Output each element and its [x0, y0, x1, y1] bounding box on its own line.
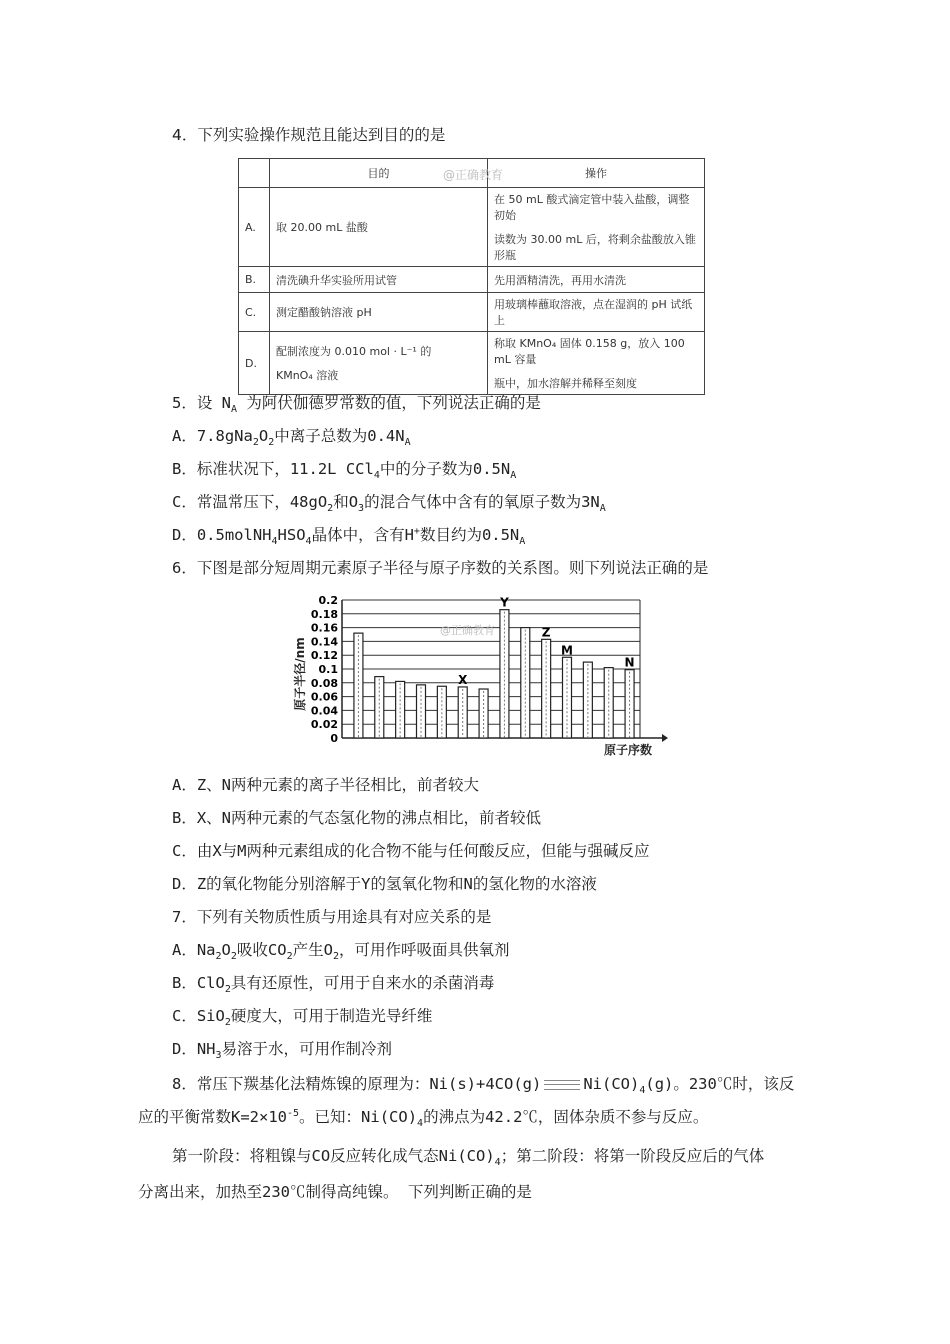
q4-table — [238, 158, 705, 395]
bar-label: N — [624, 655, 635, 670]
q7-option-d: D．$NH_3$易溶于水，可用作制冷剂 — [172, 1040, 393, 1062]
y-tick-label: 0.1 — [318, 663, 338, 676]
y-tick-label: 0.04 — [310, 704, 338, 718]
q5-option-a: A．$7.8gNa_2O_2$中离子总数为$0.4N_A$ — [172, 427, 411, 449]
q6-stem: 6．下图是部分短周期元素原子半径与原子序数的关系图。则下列说法正确的是 — [172, 559, 709, 577]
y-tick-label: 0.06 — [310, 690, 338, 704]
q6-option-a: A．Z、N两种元素的离子半径相比，前者较大 — [172, 776, 479, 794]
table-row: A. 取 20.00 mL 盐酸 在 50 mL 酸式滴定管中装入盐酸，调整初始 读数为 30.00 mL 后，将剩余盐酸放入锥形瓶 — [239, 188, 705, 267]
q4-stem: 4．下列实验操作规范且能达到目的的是 — [172, 126, 446, 144]
bar — [396, 681, 405, 738]
y-tick-label: 0.12 — [310, 649, 338, 663]
x-axis-arrow-icon — [662, 734, 668, 742]
q6-option-b: B．X、N两种元素的气态氢化物的沸点相比，前者较低 — [172, 809, 541, 827]
x-axis-label: 原子序数 — [603, 743, 653, 757]
table-row: B. 清洗碘升华实验所用试管 先用酒精清洗，再用水清洗 — [239, 267, 705, 293]
bar-label: Y — [500, 595, 509, 610]
table-header-purpose: 目的 — [270, 159, 488, 188]
atomic-radius-chart — [290, 592, 670, 762]
q5-option-c: C．常温常压下，$48gO_2$和$O_3$的混合气体中含有的氧原子数为$3N_A$ — [172, 493, 606, 515]
y-tick-label: 0.16 — [310, 621, 338, 635]
bar-label: M — [561, 643, 573, 658]
q6-option-c: C．由X与M两种元素组成的化合物不能与任何酸反应，但能与强碱反应 — [172, 842, 650, 860]
y-tick-label: 0.08 — [310, 676, 338, 690]
y-axis-label: 原子半径/nm — [293, 637, 307, 711]
chart-watermark: @正确教育 — [440, 624, 495, 637]
q5-option-d: D．$0.5molNH_4HSO_4$晶体中，含有H+数目约为$0.5N_A$ — [172, 525, 526, 548]
q8-line2: 应的平衡常数$K=2\times 10^{-5}$。已知：$Ni(CO)_4$的沸点为42.2℃，固体杂质不参与反应。 — [138, 1107, 709, 1130]
q5-stem: 5．设 $N_A$ 为阿伏伽德罗常数的值，下列说法正确的是 — [172, 394, 541, 416]
y-tick-label: 0 — [330, 732, 338, 745]
table-row: C. 测定醋酸钠溶液 pH 用玻璃棒蘸取溶液，点在湿润的 pH 试纸上 — [239, 293, 705, 332]
q5-option-b: B．标准状况下，11.2L CCl$_4$中的分子数为$0.5N_A$ — [172, 460, 517, 482]
equilibrium-arrow-icon — [544, 1080, 580, 1090]
q7-option-a: A．$Na_2O_2$吸收$CO_2$产生$O_2$，可用作呼吸面具供氧剂 — [172, 941, 510, 963]
q4-watermark: @正确教育 — [443, 168, 504, 182]
q8-line1: 8．常压下羰基化法精炼镍的原理为：Ni(s)+4CO(g) $Ni(CO)_4(g)$。230℃时，该反 — [172, 1075, 795, 1097]
table-row: D. 配制浓度为 0.010 mol · L⁻¹ 的 KMnO₄ 溶液 称取 KMnO₄ 固体 0.158 g，放入 100 mL 容量 瓶中，加水溶解并稀释至刻度 — [239, 332, 705, 395]
y-tick-label: 0.18 — [310, 607, 338, 621]
q7-stem: 7．下列有关物质性质与用途具有对应关系的是 — [172, 908, 492, 926]
q8-line3: 第一阶段：将粗镍与CO反应转化成气态$Ni(CO)_4$；第二阶段：将第一阶段反应后的气体 — [172, 1147, 765, 1169]
table-header-operation: 操作 — [488, 159, 705, 188]
q8-line4: 分离出来，加热至230℃制得高纯镍。 下列判断正确的是 — [138, 1183, 532, 1201]
bar-label: X — [458, 672, 468, 687]
q6-option-d: D．Z的氧化物能分别溶解于Y的氢氧化物和N的氢化物的水溶液 — [172, 875, 597, 893]
q7-option-c: C．SiO$_2$硬度大，可用于制造光导纤维 — [172, 1007, 433, 1029]
q7-option-b: B．ClO$_2$具有还原性，可用于自来水的杀菌消毒 — [172, 974, 495, 996]
y-tick-label: 0.14 — [310, 635, 338, 649]
bar-label: Z — [541, 625, 551, 640]
bar — [563, 657, 572, 738]
y-tick-label: 0.02 — [310, 718, 338, 732]
y-tick-label: 0.2 — [318, 594, 338, 607]
y-tick-labels — [311, 594, 338, 745]
